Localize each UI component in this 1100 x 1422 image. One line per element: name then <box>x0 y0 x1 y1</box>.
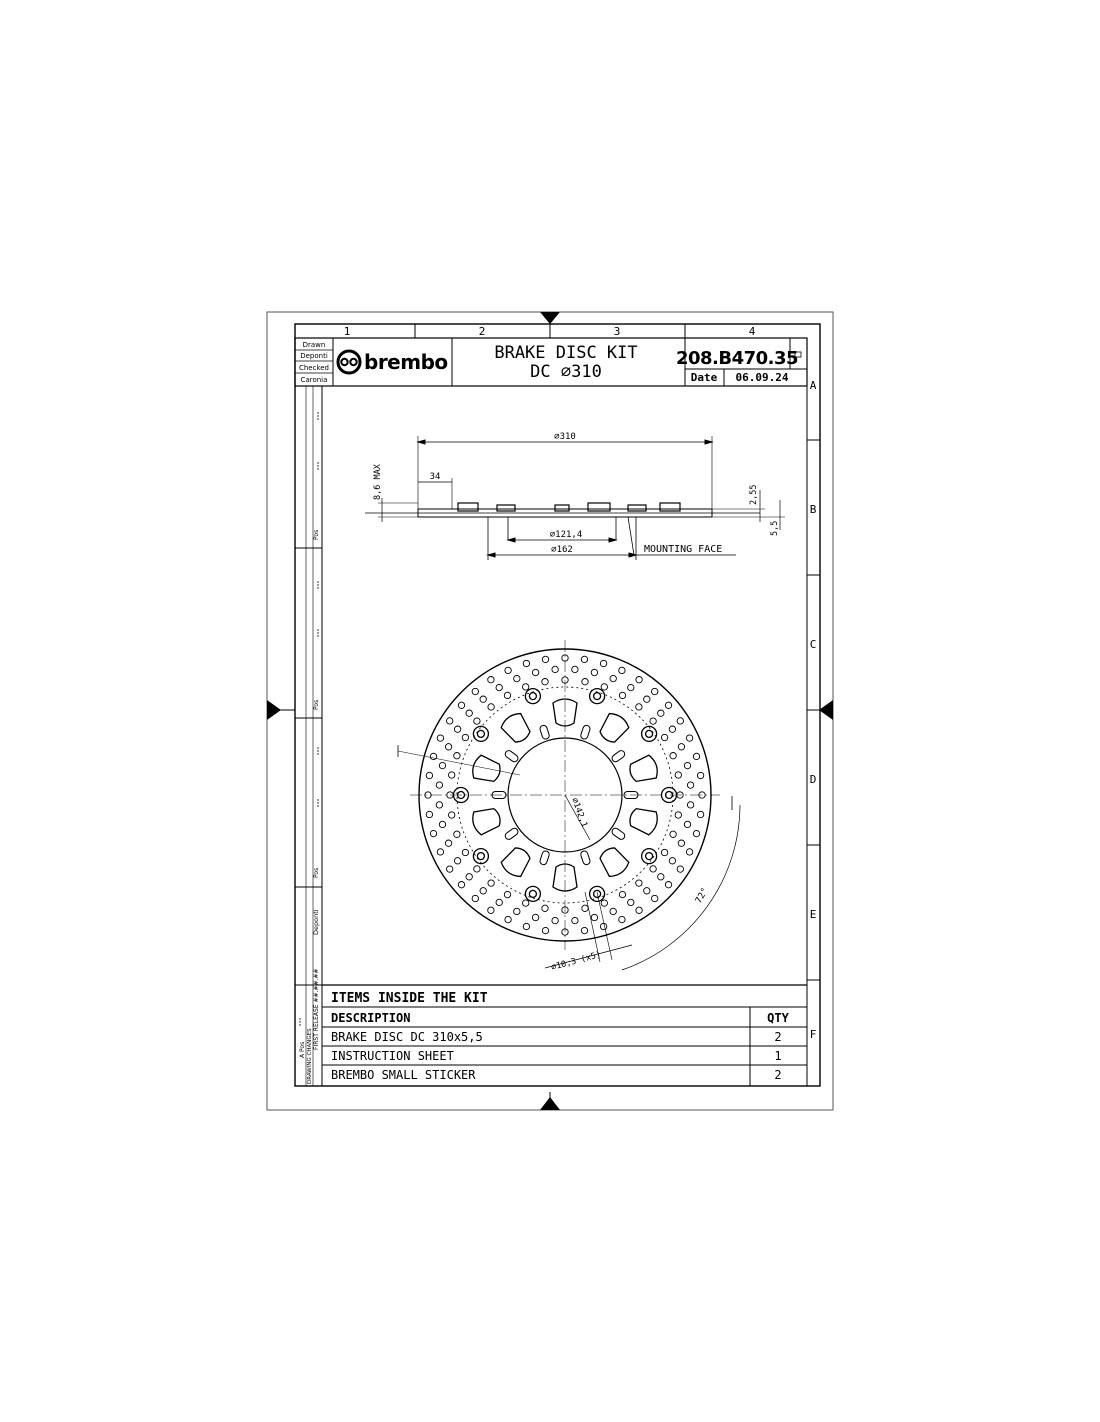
drill-hole <box>449 772 455 778</box>
drill-hole <box>458 882 464 888</box>
drill-hole <box>552 917 558 923</box>
drill-hole <box>670 753 676 759</box>
drill-hole <box>650 718 656 724</box>
floating-button-center <box>477 853 484 860</box>
row-label-e: E <box>809 908 817 921</box>
floating-button <box>590 886 605 901</box>
carrier-window <box>596 844 631 880</box>
dim-diameter-121-4: ∅121,4 <box>549 530 583 540</box>
dim-2-55: 2,55 <box>749 484 759 505</box>
drill-hole <box>462 849 468 855</box>
kit-row-1-qty: 2 <box>774 1030 782 1044</box>
drill-hole <box>669 858 675 864</box>
drill-hole <box>488 704 494 710</box>
carrier-slot <box>580 850 591 865</box>
disc-profile-view <box>365 436 785 560</box>
drill-hole <box>504 692 510 698</box>
drill-hole <box>523 684 529 690</box>
carrier-window <box>596 710 631 746</box>
drill-hole <box>454 753 460 759</box>
drill-hole <box>697 772 703 778</box>
role-drawn: Drawn <box>302 341 326 349</box>
drill-hole <box>532 669 538 675</box>
row-label-a: A <box>809 379 817 392</box>
drill-hole <box>472 688 478 694</box>
drill-hole <box>445 744 451 750</box>
row-label-d: D <box>809 773 817 786</box>
drill-hole <box>658 874 664 880</box>
kit-table-qty-header: QTY <box>767 1011 789 1025</box>
drill-hole <box>636 880 642 886</box>
carrier-slot <box>611 749 626 763</box>
drill-hole <box>581 927 587 933</box>
drill-hole <box>670 831 676 837</box>
role-checked-name: Caronia <box>300 376 328 384</box>
role-drawn-name: Deponti <box>300 352 328 360</box>
kit-contents-table <box>322 985 807 1086</box>
floating-button <box>642 849 657 864</box>
drill-hole <box>436 802 442 808</box>
carrier-slot <box>504 827 519 841</box>
brembo-logo <box>338 350 448 374</box>
drill-hole <box>591 914 597 920</box>
dim-angle-72: 72° <box>693 886 711 906</box>
drill-hole <box>644 888 650 894</box>
drill-hole <box>697 811 703 817</box>
side-label-pos-3: Pos <box>313 867 320 878</box>
drill-hole <box>582 905 588 911</box>
drill-hole <box>661 734 667 740</box>
drill-hole <box>504 891 510 897</box>
carrier-window <box>470 805 503 836</box>
drill-hole <box>665 882 671 888</box>
drill-hole <box>426 811 432 817</box>
drill-hole <box>619 667 625 673</box>
drill-hole <box>437 735 443 741</box>
drill-hole <box>581 656 587 662</box>
drill-hole <box>601 684 607 690</box>
drill-hole <box>458 702 464 708</box>
drill-hole <box>542 679 548 685</box>
drill-hole <box>514 908 520 914</box>
drill-hole <box>447 718 453 724</box>
drill-hole <box>600 923 606 929</box>
drill-hole <box>447 866 453 872</box>
floating-button-center <box>477 730 484 737</box>
side-label-drawing-changes: DRAWING CHANGES <box>307 1028 313 1084</box>
carrier-slot <box>539 724 550 739</box>
drill-hole <box>675 772 681 778</box>
drill-hole <box>514 675 520 681</box>
dim-offset-34: 34 <box>429 472 441 482</box>
floating-button-center <box>646 853 653 860</box>
floating-button <box>473 849 488 864</box>
drill-hole <box>496 899 502 905</box>
kit-row-3-qty: 2 <box>774 1068 782 1082</box>
drill-hole <box>488 677 494 683</box>
dim-5-5: 5,5 <box>770 520 780 536</box>
drill-hole <box>693 830 699 836</box>
kit-row-2-qty: 1 <box>774 1049 782 1063</box>
drill-hole <box>658 710 664 716</box>
drill-hole <box>430 830 436 836</box>
carrier-window <box>627 805 660 836</box>
floating-button-center <box>529 890 536 897</box>
column-label-4: 4 <box>748 325 756 338</box>
dim-outer-diameter: ∅310 <box>554 432 576 442</box>
date-value: 06.09.24 <box>735 371 789 384</box>
floating-button-center <box>646 730 653 737</box>
drill-hole <box>678 840 684 846</box>
side-label-first-release: FIRST RELEASE ##.##.## <box>313 968 320 1050</box>
drill-hole <box>677 866 683 872</box>
drill-hole <box>445 840 451 846</box>
column-header-row <box>295 324 807 338</box>
drill-hole <box>652 895 658 901</box>
dim-pcd: ∅142,1 <box>569 796 590 829</box>
drill-hole <box>687 782 693 788</box>
carrier-window <box>627 754 660 785</box>
kit-row-1-description: BRAKE DISC DC 310x5,5 <box>331 1030 483 1044</box>
column-label-3: 3 <box>613 325 621 338</box>
drill-hole <box>619 916 625 922</box>
drill-hole <box>496 684 502 690</box>
drawing-title-line2: DC ∅310 <box>530 362 602 382</box>
carrier-window <box>470 754 503 785</box>
disc-front-view <box>398 640 740 970</box>
drill-hole <box>687 802 693 808</box>
drill-hole <box>466 874 472 880</box>
date-label: Date <box>690 371 718 384</box>
drill-hole <box>523 660 529 666</box>
column-label-2: 2 <box>478 325 486 338</box>
drill-hole <box>454 831 460 837</box>
drill-hole <box>665 702 671 708</box>
drill-hole <box>505 667 511 673</box>
drill-hole <box>619 692 625 698</box>
drill-hole <box>650 866 656 872</box>
drill-hole <box>523 900 529 906</box>
drill-hole <box>678 744 684 750</box>
drill-hole <box>669 726 675 732</box>
drill-hole <box>449 812 455 818</box>
drill-hole <box>591 669 597 675</box>
floating-button <box>525 886 540 901</box>
row-label-b: B <box>809 503 817 516</box>
drill-hole <box>661 849 667 855</box>
row-label-c: C <box>809 638 817 651</box>
drill-hole <box>532 914 538 920</box>
drill-hole <box>454 858 460 864</box>
drill-hole <box>572 917 578 923</box>
floating-button-center <box>594 890 601 897</box>
drill-hole <box>436 782 442 788</box>
drill-hole <box>462 734 468 740</box>
drill-hole <box>628 684 634 690</box>
drill-hole <box>582 679 588 685</box>
drill-hole <box>523 923 529 929</box>
kit-row-2-description: INSTRUCTION SHEET <box>331 1049 454 1063</box>
drill-hole <box>601 900 607 906</box>
floating-button <box>590 689 605 704</box>
brembo-logo-text: brembo <box>364 350 448 374</box>
drill-hole <box>505 916 511 922</box>
drill-hole <box>542 905 548 911</box>
drill-hole <box>636 704 642 710</box>
drill-hole <box>542 927 548 933</box>
drill-hole <box>472 895 478 901</box>
revision-side-strip <box>295 386 322 1086</box>
drill-hole <box>686 849 692 855</box>
floating-button <box>525 689 540 704</box>
drill-hole <box>636 677 642 683</box>
drill-hole <box>542 656 548 662</box>
drill-hole <box>628 899 634 905</box>
side-label-a-pos: A Pos <box>299 1041 306 1058</box>
carrier-slot <box>580 724 591 739</box>
title-block <box>295 338 807 386</box>
drawing-code: 208.B470.35 <box>675 348 799 369</box>
carrier-slot <box>539 850 550 865</box>
drill-hole <box>600 660 606 666</box>
drill-hole <box>652 688 658 694</box>
floating-button <box>642 726 657 741</box>
carrier-window <box>499 844 534 880</box>
floating-button-center <box>594 693 601 700</box>
drill-hole <box>488 907 494 913</box>
drill-hole <box>684 821 690 827</box>
drill-hole <box>474 718 480 724</box>
carrier-slot <box>504 749 519 763</box>
drill-hole <box>610 908 616 914</box>
drill-hole <box>454 726 460 732</box>
floating-button-center <box>529 693 536 700</box>
drill-hole <box>693 753 699 759</box>
mounting-face-label: MOUNTING FACE <box>644 544 723 555</box>
side-label-pos-2: Pos <box>313 699 320 710</box>
carrier-window <box>499 710 534 746</box>
drill-hole <box>480 696 486 702</box>
drill-hole <box>675 812 681 818</box>
drill-hole <box>466 710 472 716</box>
drill-hole <box>474 866 480 872</box>
drill-hole <box>619 891 625 897</box>
drill-hole <box>610 675 616 681</box>
drill-hole <box>686 735 692 741</box>
drill-hole <box>439 762 445 768</box>
dim-bolt-holes: ∅10,3 (x5) <box>550 949 603 973</box>
drill-hole <box>488 880 494 886</box>
kit-table-heading: ITEMS INSIDE THE KIT <box>331 991 488 1006</box>
drill-hole <box>426 772 432 778</box>
side-label-deponti: Deponti <box>312 909 320 935</box>
carrier-slot <box>611 827 626 841</box>
role-checked: Checked <box>298 364 330 372</box>
drill-hole <box>572 666 578 672</box>
drill-hole <box>684 762 690 768</box>
drill-hole <box>480 888 486 894</box>
dim-thickness-max: 8,6 MAX <box>373 464 383 500</box>
drill-hole <box>677 718 683 724</box>
floating-button <box>473 726 488 741</box>
drill-hole <box>552 666 558 672</box>
drill-hole <box>636 907 642 913</box>
kit-row-3-description: BREMBO SMALL STICKER <box>331 1068 476 1082</box>
column-label-1: 1 <box>343 325 351 338</box>
drill-hole <box>644 696 650 702</box>
row-label-f: F <box>809 1028 817 1041</box>
dim-diameter-162: ∅162 <box>551 545 573 555</box>
drawing-title-line1: BRAKE DISC KIT <box>494 343 638 363</box>
kit-table-description-header: DESCRIPTION <box>331 1011 411 1025</box>
drill-hole <box>439 821 445 827</box>
drill-hole <box>437 849 443 855</box>
side-label-pos-1: Pos <box>313 529 320 540</box>
